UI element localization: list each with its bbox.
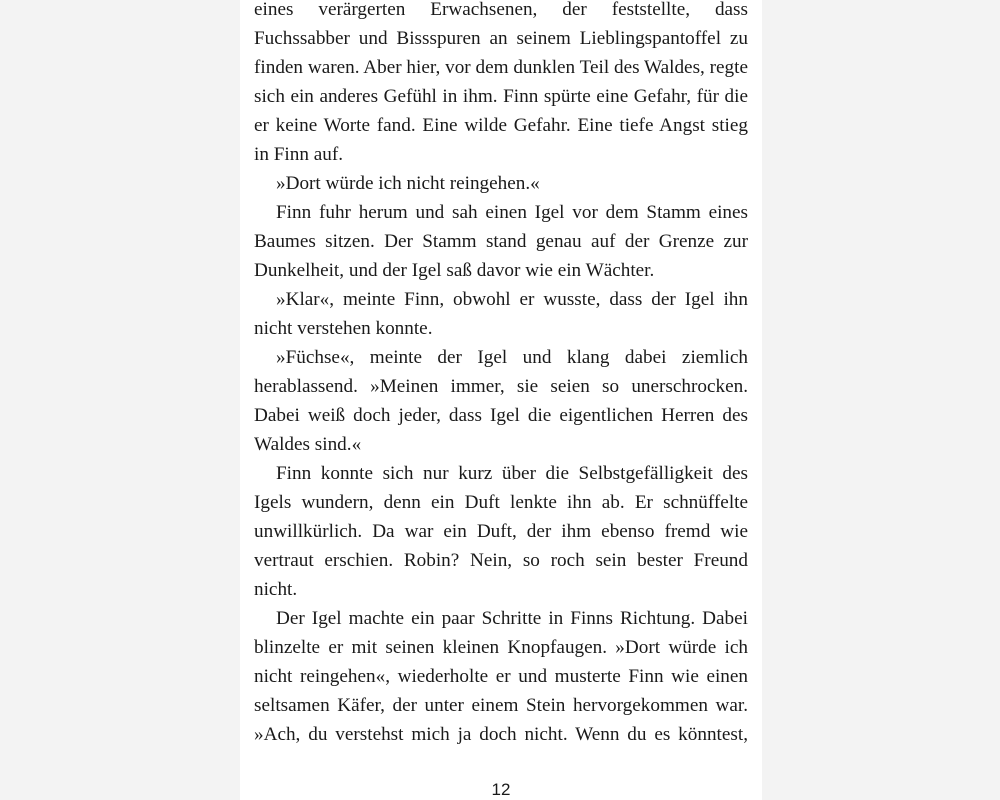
book-page <box>240 0 762 800</box>
paragraph-3: Finn fuhr herum und sah einen Igel vor dem Stamm eines Baumes sitzen. Der Stamm stand genau auf der Grenze zur Dunkelheit, und der Igel saß davor wie ein Wächter. <box>254 202 748 281</box>
page-number: 12 <box>491 780 511 799</box>
paragraph-6: Finn konnte sich nur kurz über die Selbstgefälligkeit des Igels wundern, denn ein Duft lenkte ihn ab. Er schnüffelte unwillkürlich. Da war ein Duft, der ihm ebenso fremd wie vertraut erschien. Robin? Nein, so roch sein bester Freund nicht. <box>254 463 748 600</box>
paragraph-1: eines verärgerten Erwachsenen, der feststellte, dass Fuchssabber und Bissspuren an seinem Lieblingspantoffel zu finden waren. Aber hier, vor dem dunklen Teil des Waldes, regte sich ein anderes Gefühl in ihm. Finn spürte eine Gefahr, für die er keine Worte fand. Eine wilde Gefahr. Eine tiefe Angst stieg in Finn auf. <box>254 0 748 165</box>
paragraph-5: »Füchse«, meinte der Igel und klang dabei ziemlich herablassend. »Meinen immer, sie seien so unerschrocken. Dabei weiß doch jeder, dass Igel die eigentlichen Herren des Waldes sind.« <box>254 347 748 455</box>
paragraph-4: »Klar«, meinte Finn, obwohl er wusste, dass der Igel ihn nicht verstehen konnte. <box>254 289 748 339</box>
paragraph-2: »Dort würde ich nicht reingehen.« <box>276 173 540 194</box>
paragraph-7: Der Igel machte ein paar Schritte in Finns Richtung. Dabei blinzelte er mit seinen kleinen Knopfaugen. »Dort würde ich nicht reingehen«, wiederholte er und musterte Finn wie einen seltsamen Käfer, der unter einem Stein hervorgekommen war. »Ach, du verstehst mich ja doch nicht. Wenn du es könntest, <box>254 608 748 745</box>
body-text <box>254 0 748 749</box>
